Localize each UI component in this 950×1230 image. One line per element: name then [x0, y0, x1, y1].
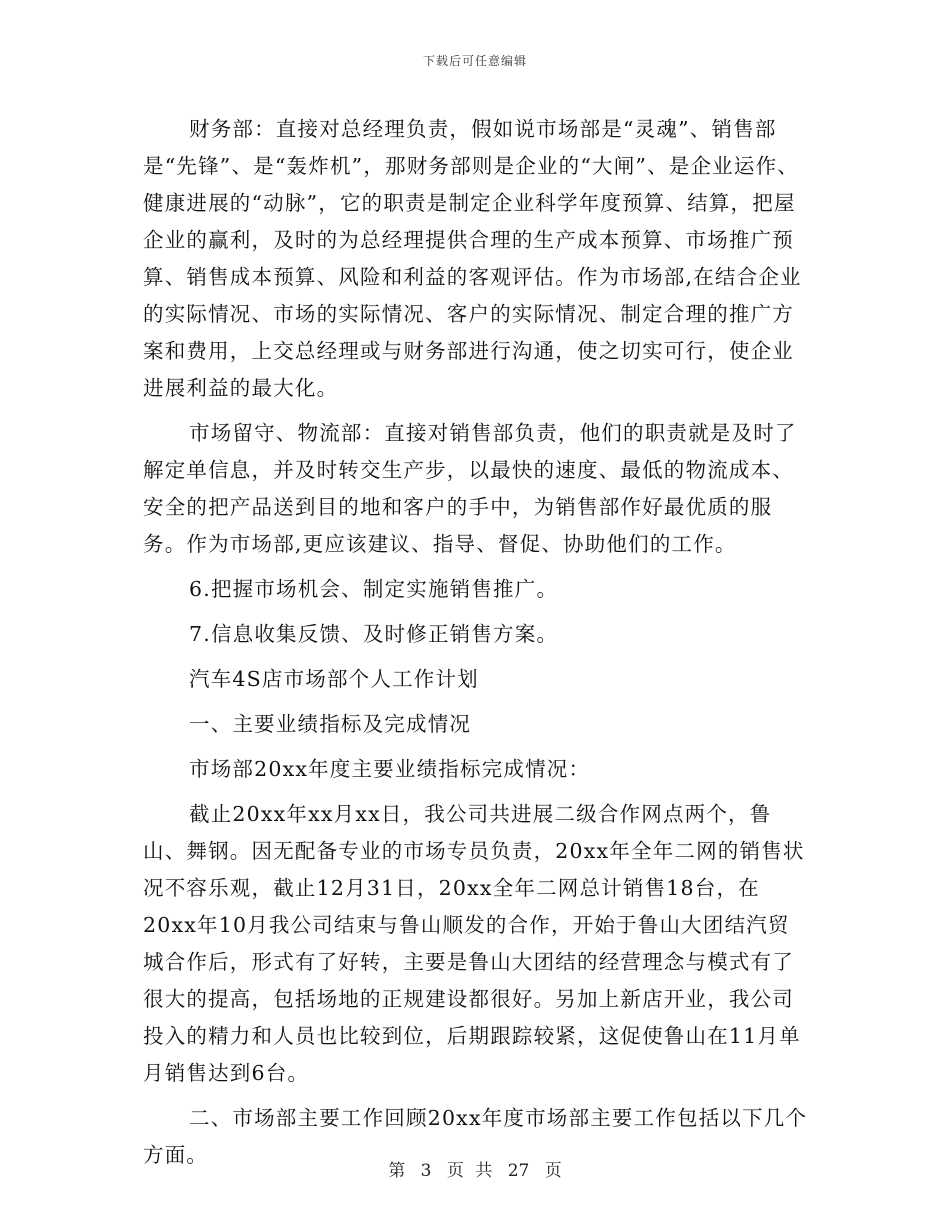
total-page-count: 27	[507, 1161, 530, 1181]
paragraph-logistics: 市场留守、物流部：直接对销售部负责，他们的职责就是及时了解定单信息，并及时转交生产步，以最快的速度、最低的物流成本、安全的把产品送到目的地和客户的手中，为销售部作好最优质的服务。作为市场部,更应该建议、指导、督促、协助他们的工作。	[143, 421, 797, 556]
footer-suffix: 页	[544, 1161, 562, 1181]
section-heading-1: 一、主要业绩指标及完成情况	[189, 712, 472, 736]
current-page-number: 3	[420, 1161, 432, 1181]
list-item-6: 6.把握市场机会、制定实施销售推广。	[189, 577, 559, 601]
section-heading-2: 二、市场部主要工作回顾20xx年度市场部主要工作包括以下几个方面。	[143, 1106, 808, 1167]
footer-prefix: 第	[388, 1161, 406, 1181]
paragraph-kpi-intro: 市场部20xx年度主要业绩指标完成情况：	[189, 757, 591, 781]
section-title: 汽车4S店市场部个人工作计划	[189, 667, 479, 691]
list-item-7: 7.信息收集反馈、及时修正销售方案。	[189, 622, 559, 646]
paragraph-kpi-detail: 截止20xx年xx月xx日，我公司共进展二级合作网点两个，鲁山、舞钢。因无配备专业的市场专员负责，20xx年全年二网的销售状况不容乐观，截止12月31日，20xx全年二网总计销售18台，在20xx年10月我公司结束与鲁山顺发的合作，开始于鲁山大团结汽贸城合作后，形式有了好转，主要是鲁山大团结的经营理念与模式有了很大的提高，包括场地的正规建设都很好。另加上新店开业，我公司投入的精力和人员也比较到位，后期跟踪较紧，这促使鲁山在11月单月销售达到6台。	[143, 802, 805, 1085]
page-header: 下载后可任意编辑	[422, 54, 527, 68]
paragraph-finance: 财务部：直接对总经理负责，假如说市场部是“灵魂”、销售部是“先锋”、是“轰炸机”，那财务部则是企业的“大闸”、是企业运作、健康进展的“动脉”，它的职责是制定企业科学年度预算、结算，把屋企业的赢利，及时的为总经理提供合理的生产成本预算、市场推广预算、销售成本预算、风险和利益的客观评估。作为市场部,在结合企业的实际情况、市场的实际情况、客户的实际情况、制定合理的推广方案和费用，上交总经理或与财务部进行沟通，使之切实可行，使企业进展利益的最大化。	[143, 117, 802, 400]
page-footer	[0, 1156, 950, 1181]
document-body	[143, 111, 811, 1174]
footer-middle: 页 共	[446, 1161, 493, 1181]
